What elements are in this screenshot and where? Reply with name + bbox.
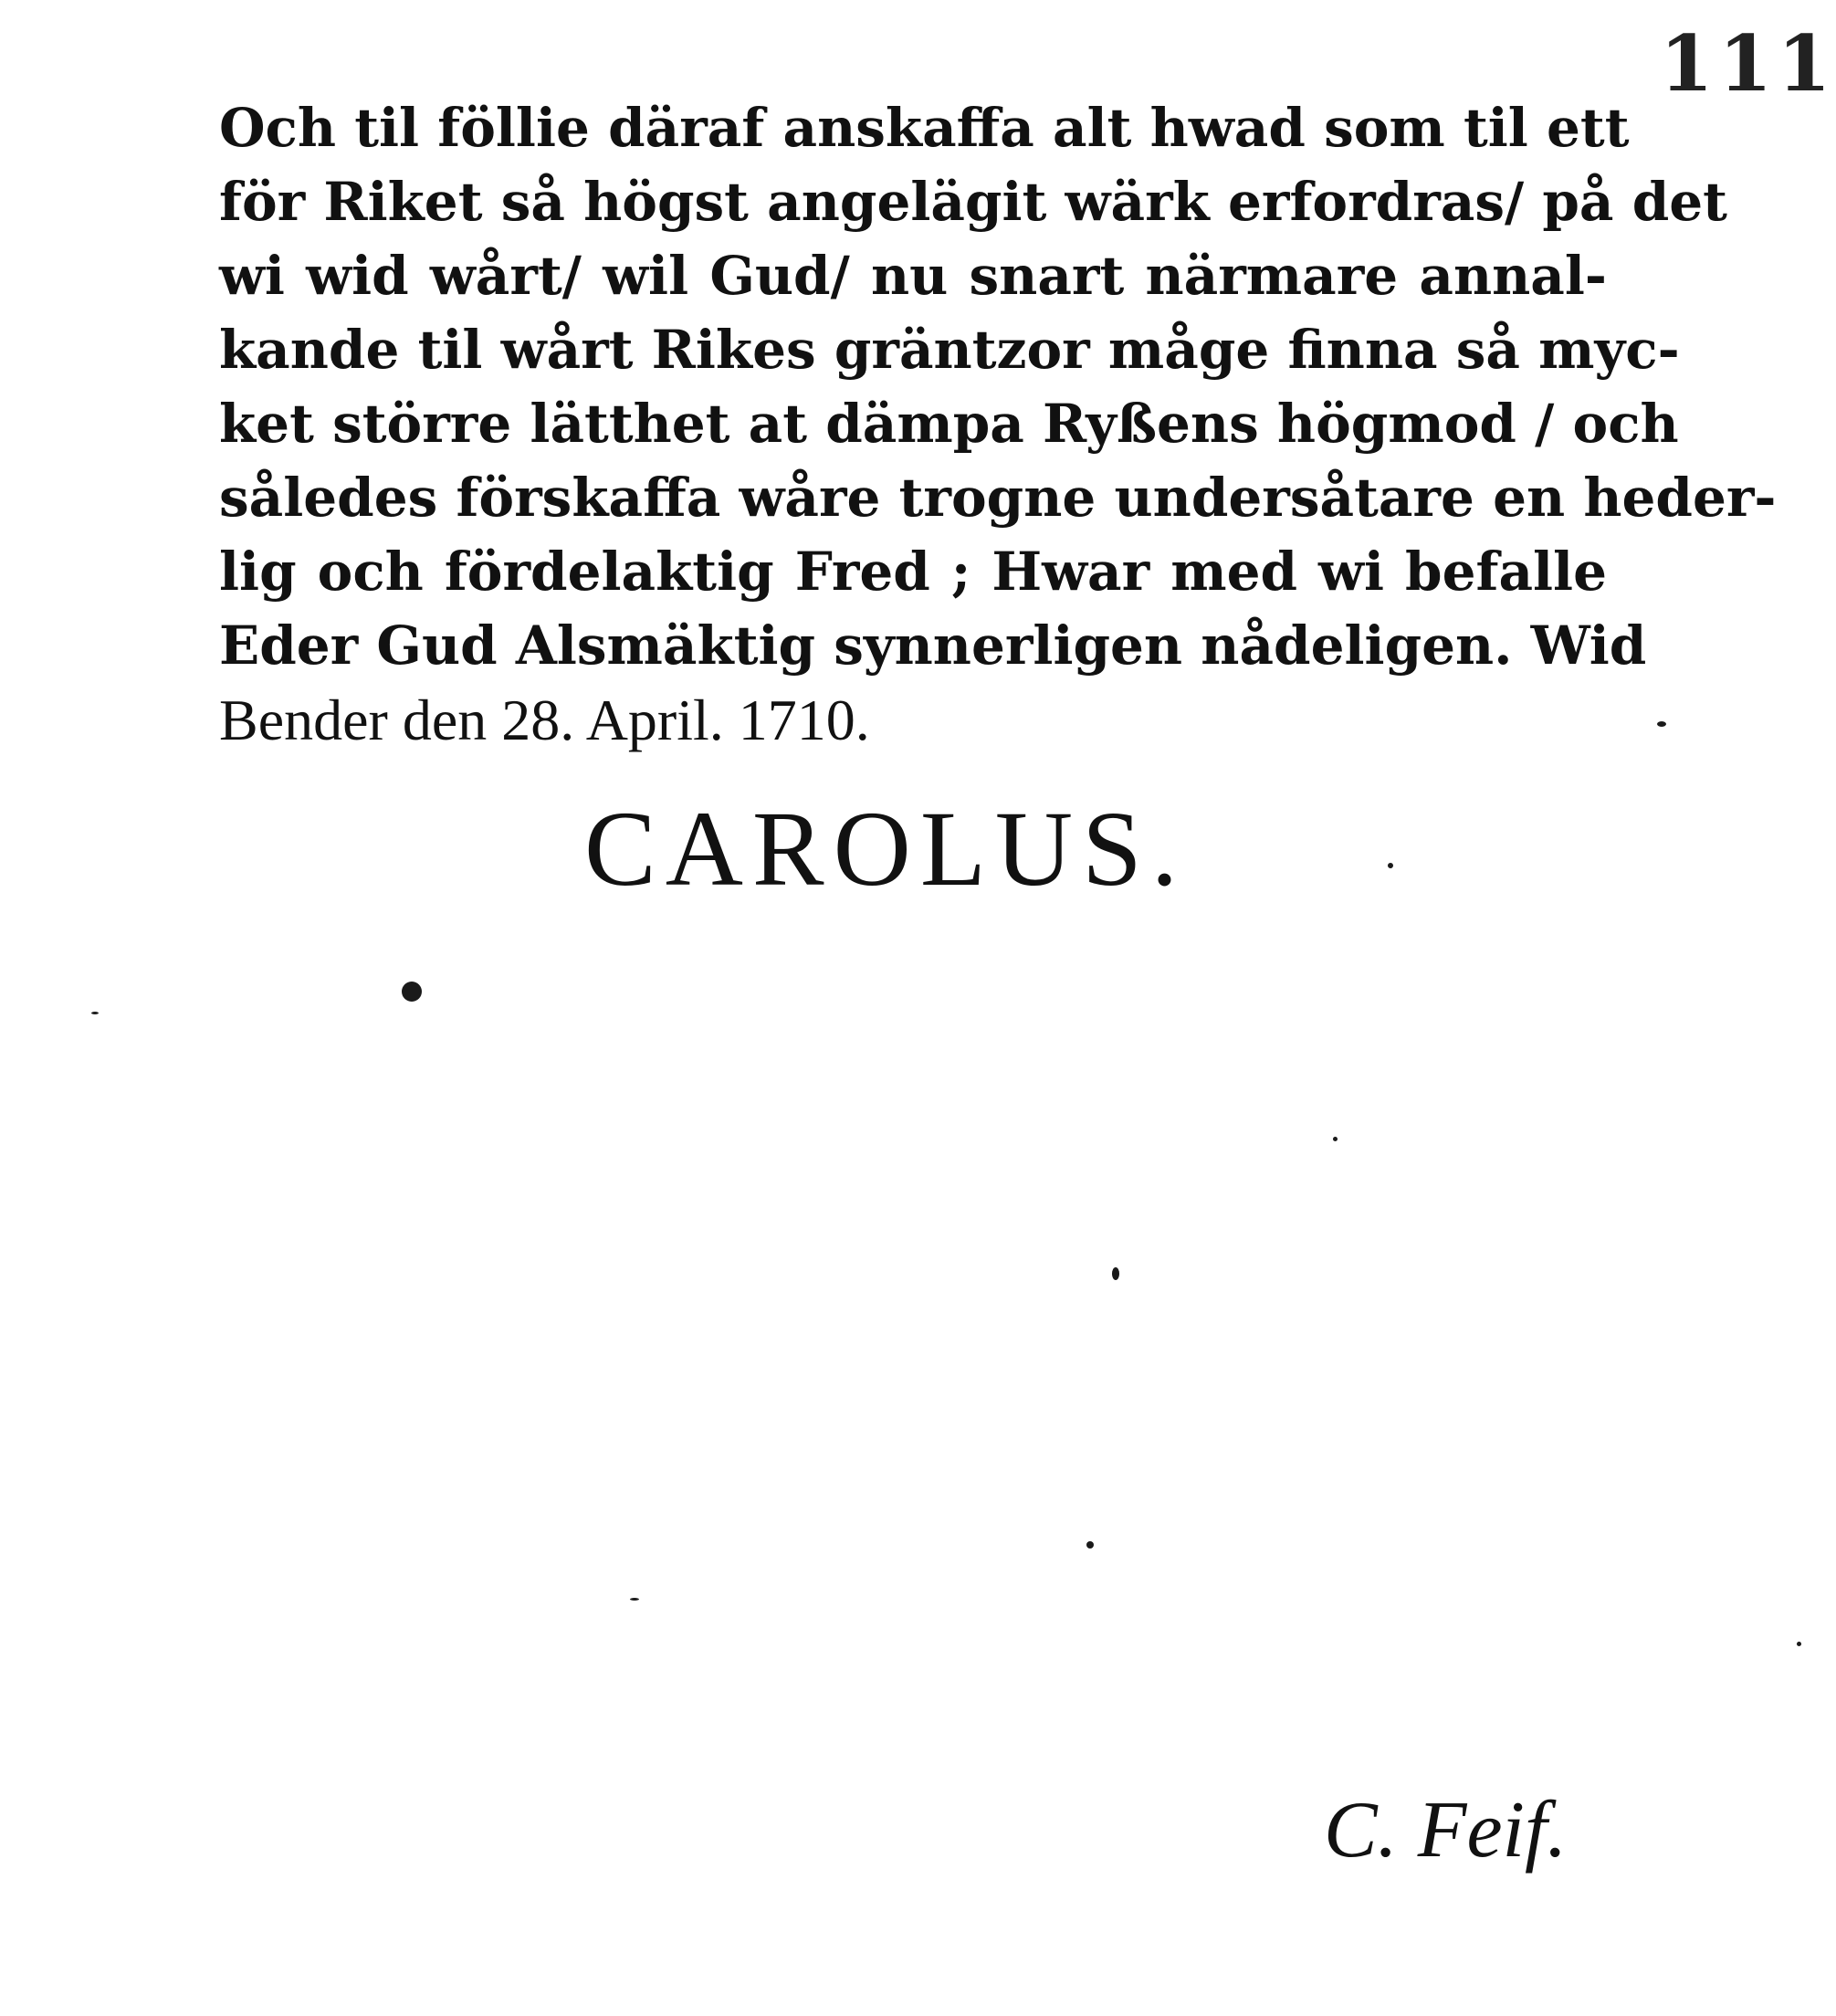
date-line: Bender den 28. April. 1710.: [219, 688, 870, 752]
ink-speck: [402, 982, 422, 1002]
countersignature: C. Feif.: [1324, 1786, 1568, 1874]
body-line: således förskaffa wåre trogne undersåtare en heder-: [219, 467, 1777, 529]
ink-speck: [1388, 863, 1393, 868]
ink-speck: [91, 1012, 99, 1014]
body-line: Eder Gud Alsmäktig synnerligen nådeligen. Wid: [219, 614, 1647, 677]
ink-speck: [1797, 1642, 1801, 1646]
ink-speck: [1333, 1137, 1338, 1141]
body-line: wi wid wårt/ wil Gud/ nu snart närmare annal-: [219, 245, 1607, 307]
body-line: ket större lätthet at dämpa Ryßens högmod / och: [219, 393, 1679, 455]
ink-speck: [1657, 721, 1666, 727]
royal-signature: CAROLUS.: [584, 789, 1188, 908]
ink-speck: [1086, 1541, 1094, 1549]
ink-speck: [1112, 1267, 1119, 1280]
body-line: för Riket så högst angelägit wärk erfordras/ på det: [219, 171, 1727, 233]
letter-body: [219, 91, 1777, 757]
ink-speck: [630, 1598, 639, 1601]
body-line: kande til wårt Rikes gräntzor måge finna så myc-: [219, 319, 1680, 381]
body-line: lig och fördelaktig Fred ; Hwar med wi befalle: [219, 541, 1607, 603]
page-number: 111: [1660, 18, 1836, 109]
body-line: Och til föllie däraf anskaffa alt hwad som til ett: [219, 97, 1630, 159]
